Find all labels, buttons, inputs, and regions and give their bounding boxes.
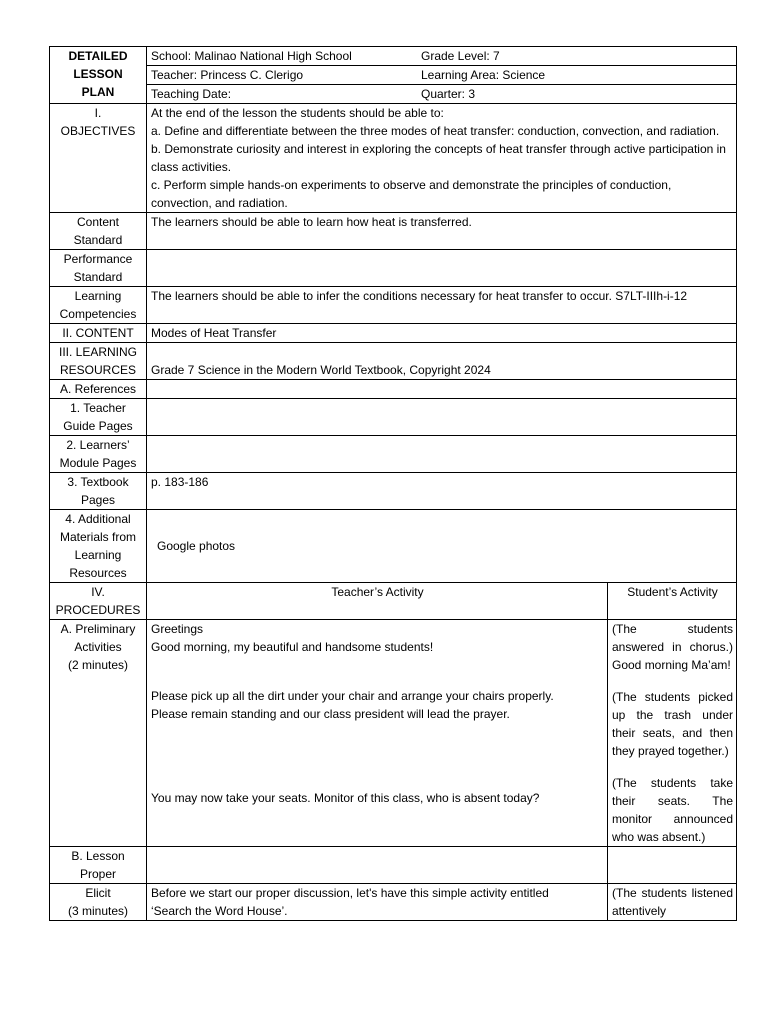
title-line: LESSON (73, 67, 123, 81)
elicit-student-activity: (The students listened attentively (608, 884, 737, 921)
label-line: III. LEARNING (58, 345, 138, 359)
label-line: Module Pages (59, 456, 137, 470)
lesson-plan-table (49, 46, 737, 921)
references-label: A. References (50, 380, 147, 399)
quarter: Quarter: 3 (421, 87, 476, 101)
document-title (50, 47, 147, 104)
label-line: Competencies (59, 307, 137, 321)
label-line: Learning (74, 548, 122, 562)
procedures-label (50, 583, 147, 620)
teacher-line: Please pick up all the dirt under your chair and arrange your chairs properly. (151, 689, 554, 703)
teacher-line: Greetings (151, 622, 204, 636)
label-line: 4. Additional (65, 512, 131, 526)
objectives-intro: At the end of the lesson the students should be able to: (151, 106, 444, 120)
label-line: I. (94, 106, 102, 120)
lesson-proper-teacher-activity (147, 847, 608, 884)
lesson-proper-label (50, 847, 147, 884)
textbook-pages-text: p. 183-186 (147, 473, 737, 510)
content-text: Modes of Heat Transfer (147, 324, 737, 343)
teacher-guide-text (147, 399, 737, 436)
learning-area: Learning Area: Science (421, 68, 546, 82)
learning-competencies-label (50, 287, 147, 324)
student-activity-header: Student’s Activity (608, 583, 737, 620)
objective-item: a. Define and differentiate between the three modes of heat transfer: conduction, convection, and radiation. (151, 124, 720, 138)
objectives-label (50, 104, 147, 213)
label-line: (2 minutes) (67, 658, 129, 672)
performance-standard-text (147, 250, 737, 287)
additional-materials-label (50, 510, 147, 583)
date-row (147, 85, 737, 104)
teaching-date: Teaching Date: (151, 87, 232, 101)
label-line: A. Preliminary (60, 622, 136, 636)
teacher-activity-header: Teacher’s Activity (147, 583, 608, 620)
learning-resources-text: Grade 7 Science in the Modern World Textbook, Copyright 2024 (147, 343, 737, 380)
label-line: Standard (73, 233, 123, 247)
label-line: Learning (74, 289, 122, 303)
textbook-label (50, 473, 147, 510)
label-line: 2. Learners’ (66, 438, 130, 452)
label-line: 3. Textbook (67, 475, 129, 489)
references-text (147, 380, 737, 399)
label-line: Pages (80, 493, 116, 507)
learning-competencies-text: The learners should be able to infer the conditions necessary for heat transfer to occur. S7LT-IIIh-i-12 (147, 287, 737, 324)
label-line: RESOURCES (59, 363, 136, 377)
teacher-guide-label (50, 399, 147, 436)
label-line: IV. (91, 585, 105, 599)
label-line: Performance (63, 252, 133, 266)
teacher-row (147, 66, 737, 85)
title-line: DETAILED (68, 49, 128, 63)
student-response: (The students picked up the trash under their seats, and then they prayed together.) (612, 690, 733, 758)
content-standard-text: The learners should be able to learn how heat is transferred. (147, 213, 737, 250)
teacher-line: ‘Search the Word House’. (151, 904, 288, 918)
student-response: (The students answered in chorus.) Good morning Ma’am! (612, 622, 733, 672)
title-line: PLAN (81, 85, 115, 99)
content-standard-label (50, 213, 147, 250)
teacher-name: Teacher: Princess C. Clerigo (151, 68, 304, 82)
label-line: Resources (69, 566, 127, 580)
teacher-line: Good morning, my beautiful and handsome students! (151, 640, 434, 654)
teacher-line: Before we start our proper discussion, let's have this simple activity entitled (151, 886, 549, 900)
learners-module-text (147, 436, 737, 473)
learners-module-label (50, 436, 147, 473)
performance-standard-label (50, 250, 147, 287)
teacher-line: Please remain standing and our class president will lead the prayer. (151, 707, 510, 721)
elicit-label (50, 884, 147, 921)
label-line: OBJECTIVES (60, 124, 136, 138)
label-line: Content (76, 215, 120, 229)
label-line: Activities (74, 640, 122, 654)
preliminary-teacher-activity (147, 620, 608, 847)
lesson-proper-student-activity (608, 847, 737, 884)
teacher-line: You may now take your seats. Monitor of this class, who is absent today? (151, 791, 540, 805)
label-line: Elicit (85, 886, 111, 900)
grade-level: Grade Level: 7 (421, 49, 500, 63)
label-line: 1. Teacher (70, 401, 126, 415)
additional-materials-text: Google photos (147, 510, 737, 583)
label-line: Materials from (59, 530, 136, 544)
learning-resources-label (50, 343, 147, 380)
lesson-plan-document (49, 46, 737, 921)
preliminary-activities-label (50, 620, 147, 847)
school-name: School: Malinao National High School (151, 49, 352, 63)
label-line: Standard (73, 270, 123, 284)
label-line: PROCEDURES (55, 603, 141, 617)
label-line: Proper (79, 867, 117, 881)
content-label: II. CONTENT (50, 324, 147, 343)
school-row (147, 47, 737, 66)
objective-item: b. Demonstrate curiosity and interest in exploring the concepts of heat transfer through active participation in class activities. (151, 142, 726, 174)
label-line: Guide Pages (63, 419, 133, 433)
preliminary-student-activity (608, 620, 737, 847)
student-response: (The students take their seats. The monitor announced who was absent.) (612, 776, 733, 844)
label-line: B. Lesson (71, 849, 125, 863)
label-line: (3 minutes) (67, 904, 129, 918)
elicit-teacher-activity (147, 884, 608, 921)
objective-item: c. Perform simple hands-on experiments to observe and demonstrate the principles of conduction, convection, and radiation. (151, 178, 672, 210)
objectives-content (147, 104, 737, 213)
